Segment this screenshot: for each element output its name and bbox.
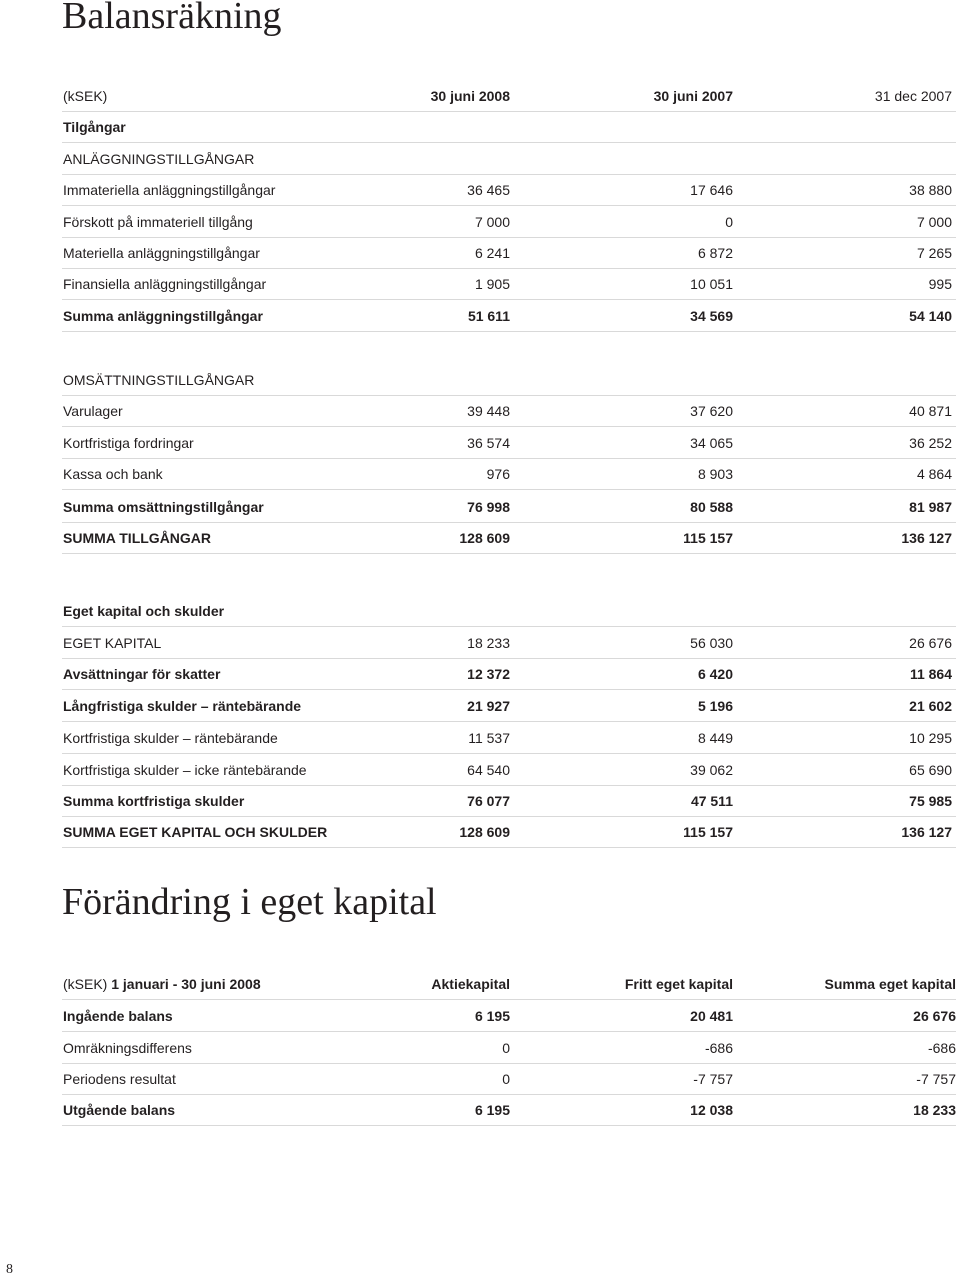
row-label: SUMMA EGET KAPITAL OCH SKULDER bbox=[63, 824, 328, 840]
section-heading-row bbox=[62, 111, 956, 143]
cell-30-juni-2007: 5 196 bbox=[697, 698, 733, 714]
equity-changes-title: Förändring i eget kapital bbox=[62, 881, 437, 923]
cell-31-dec-2007: 81 987 bbox=[909, 499, 952, 515]
subtotal-row bbox=[62, 785, 956, 817]
cell-31-dec-2007: 54 140 bbox=[909, 308, 952, 324]
row-label: ANLÄGGNINGSTILLGÅNGAR bbox=[63, 151, 255, 167]
cell-30-juni-2007: 37 620 bbox=[690, 403, 733, 419]
column-header-30-juni-2008: 30 juni 2008 bbox=[430, 88, 510, 104]
cell-31-dec-2007: 36 252 bbox=[909, 435, 952, 451]
cell-aktiekapital: 0 bbox=[502, 1040, 510, 1056]
balance-sheet-title: Balansräkning bbox=[62, 0, 282, 37]
cell-30-juni-2007: 34 065 bbox=[690, 435, 733, 451]
unit-label: (kSEK) bbox=[63, 88, 108, 104]
cell-30-juni-2007: 115 157 bbox=[683, 530, 733, 546]
cell-31-dec-2007: 4 864 bbox=[916, 466, 952, 482]
row-label: Immateriella anläggningstillgångar bbox=[63, 182, 276, 198]
table-row bbox=[62, 627, 956, 659]
cell-31-dec-2007: 26 676 bbox=[909, 635, 952, 651]
row-label: Summa omsättningstillgångar bbox=[63, 499, 264, 515]
row-label: OMSÄTTNINGSTILLGÅNGAR bbox=[63, 372, 255, 388]
row-label: Kortfristiga skulder – icke räntebärande bbox=[63, 762, 307, 778]
cell-30-juni-2008: 64 540 bbox=[467, 762, 510, 778]
cell-30-juni-2008: 36 574 bbox=[467, 435, 510, 451]
table-row bbox=[62, 174, 956, 206]
cell-30-juni-2008: 18 233 bbox=[467, 635, 510, 651]
cell-aktiekapital: 0 bbox=[502, 1071, 510, 1087]
row-label: Ingående balans bbox=[63, 1008, 173, 1024]
cell-aktiekapital: 6 195 bbox=[474, 1102, 510, 1118]
cell-30-juni-2007: 6 420 bbox=[697, 666, 733, 682]
cell-31-dec-2007: 136 127 bbox=[901, 530, 952, 546]
cell-30-juni-2008: 76 998 bbox=[467, 499, 510, 515]
cell-30-juni-2007: 80 588 bbox=[690, 499, 733, 515]
column-header-31-dec-2007: 31 dec 2007 bbox=[874, 88, 952, 104]
column-header-fritt-eget-kapital: Fritt eget kapital bbox=[624, 976, 733, 992]
cell-fritt-eget-kapital: -686 bbox=[704, 1040, 733, 1056]
row-label: Utgående balans bbox=[63, 1102, 176, 1118]
subtotal-row bbox=[62, 300, 956, 332]
cell-31-dec-2007: 75 985 bbox=[909, 793, 952, 809]
period-label: 1 januari - 30 juni 2008 bbox=[111, 976, 261, 992]
subtotal-row bbox=[62, 491, 956, 523]
cell-summa-eget-kapital: -686 bbox=[927, 1040, 956, 1056]
table-row bbox=[62, 1000, 956, 1032]
cell-31-dec-2007: 40 871 bbox=[909, 403, 952, 419]
table-header-row bbox=[62, 80, 956, 112]
row-label: Finansiella anläggningstillgångar bbox=[63, 276, 267, 292]
cell-30-juni-2007: 34 569 bbox=[690, 308, 733, 324]
cell-31-dec-2007: 7 000 bbox=[916, 214, 952, 230]
cell-fritt-eget-kapital: -7 757 bbox=[693, 1071, 733, 1087]
row-label: Periodens resultat bbox=[63, 1071, 176, 1087]
table-row bbox=[62, 458, 956, 490]
section-heading-row bbox=[62, 364, 956, 396]
cell-30-juni-2007: 47 511 bbox=[690, 793, 733, 809]
row-label: Materiella anläggningstillgångar bbox=[63, 245, 260, 261]
table-row bbox=[62, 427, 956, 459]
cell-30-juni-2007: 17 646 bbox=[690, 182, 733, 198]
row-label: Kortfristiga fordringar bbox=[63, 435, 194, 451]
cell-31-dec-2007: 38 880 bbox=[909, 182, 952, 198]
page-number: 8 bbox=[6, 1262, 13, 1277]
cell-31-dec-2007: 136 127 bbox=[901, 824, 952, 840]
row-label: Summa anläggningstillgångar bbox=[63, 308, 263, 324]
table-header-row bbox=[62, 968, 956, 1000]
cell-30-juni-2008: 128 609 bbox=[459, 824, 510, 840]
table-row bbox=[62, 690, 956, 722]
table-header-label bbox=[63, 976, 261, 992]
total-row bbox=[62, 522, 956, 554]
cell-30-juni-2008: 12 372 bbox=[467, 666, 510, 682]
cell-30-juni-2007: 56 030 bbox=[690, 635, 733, 651]
cell-30-juni-2007: 6 872 bbox=[697, 245, 733, 261]
table-row bbox=[62, 754, 956, 786]
cell-30-juni-2008: 11 537 bbox=[468, 730, 510, 746]
cell-30-juni-2008: 976 bbox=[486, 466, 510, 482]
cell-31-dec-2007: 11 864 bbox=[909, 666, 952, 682]
cell-30-juni-2007: 39 062 bbox=[690, 762, 733, 778]
cell-30-juni-2008: 6 241 bbox=[474, 245, 510, 261]
cell-30-juni-2008: 128 609 bbox=[459, 530, 510, 546]
row-label: Avsättningar för skatter bbox=[63, 666, 221, 682]
table-row bbox=[62, 237, 956, 269]
cell-31-dec-2007: 10 295 bbox=[909, 730, 952, 746]
table-row bbox=[62, 722, 956, 754]
cell-30-juni-2008: 39 448 bbox=[467, 403, 510, 419]
section-heading-row bbox=[62, 595, 956, 627]
row-label: Eget kapital och skulder bbox=[63, 603, 225, 619]
table-row bbox=[62, 1032, 956, 1064]
row-label: Kassa och bank bbox=[63, 466, 163, 482]
cell-31-dec-2007: 7 265 bbox=[916, 245, 952, 261]
column-header-summa-eget-kapital: Summa eget kapital bbox=[824, 976, 956, 992]
cell-30-juni-2007: 8 903 bbox=[697, 466, 733, 482]
column-header-30-juni-2007: 30 juni 2007 bbox=[653, 88, 733, 104]
cell-31-dec-2007: 21 602 bbox=[909, 698, 952, 714]
table-row bbox=[62, 268, 956, 300]
cell-30-juni-2008: 76 077 bbox=[467, 793, 510, 809]
section-heading-row bbox=[62, 143, 956, 175]
row-label: Omräkningsdifferens bbox=[63, 1040, 192, 1056]
unit-label: (kSEK) bbox=[63, 976, 108, 992]
row-label: Summa kortfristiga skulder bbox=[63, 793, 245, 809]
row-label: Kortfristiga skulder – räntebärande bbox=[63, 730, 278, 746]
cell-31-dec-2007: 65 690 bbox=[909, 762, 952, 778]
cell-31-dec-2007: 995 bbox=[928, 276, 952, 292]
cell-30-juni-2008: 51 611 bbox=[467, 308, 510, 324]
cell-30-juni-2008: 7 000 bbox=[474, 214, 510, 230]
row-label: Tilgångar bbox=[63, 119, 126, 135]
row-label: EGET KAPITAL bbox=[63, 635, 162, 651]
row-label: Förskott på immateriell tillgång bbox=[63, 214, 253, 230]
column-header-aktiekapital: Aktiekapital bbox=[431, 976, 510, 992]
row-label: Varulager bbox=[63, 403, 123, 419]
row-label: SUMMA TILLGÅNGAR bbox=[63, 530, 212, 546]
cell-aktiekapital: 6 195 bbox=[474, 1008, 510, 1024]
total-row bbox=[62, 1094, 956, 1126]
cell-summa-eget-kapital: 26 676 bbox=[913, 1008, 956, 1024]
cell-fritt-eget-kapital: 20 481 bbox=[690, 1008, 733, 1024]
row-label: Långfristiga skulder – räntebärande bbox=[63, 698, 302, 714]
cell-summa-eget-kapital: 18 233 bbox=[913, 1102, 956, 1118]
cell-30-juni-2007: 10 051 bbox=[690, 276, 733, 292]
table-row bbox=[62, 395, 956, 427]
table-row bbox=[62, 1063, 956, 1095]
cell-summa-eget-kapital: -7 757 bbox=[916, 1071, 956, 1087]
table-row bbox=[62, 658, 956, 690]
cell-30-juni-2007: 115 157 bbox=[683, 824, 733, 840]
cell-30-juni-2008: 1 905 bbox=[474, 276, 510, 292]
cell-fritt-eget-kapital: 12 038 bbox=[690, 1102, 733, 1118]
cell-30-juni-2007: 8 449 bbox=[697, 730, 733, 746]
cell-30-juni-2008: 36 465 bbox=[467, 182, 510, 198]
cell-30-juni-2008: 21 927 bbox=[467, 698, 510, 714]
total-row bbox=[62, 816, 956, 848]
cell-30-juni-2007: 0 bbox=[725, 214, 733, 230]
table-row bbox=[62, 206, 956, 238]
